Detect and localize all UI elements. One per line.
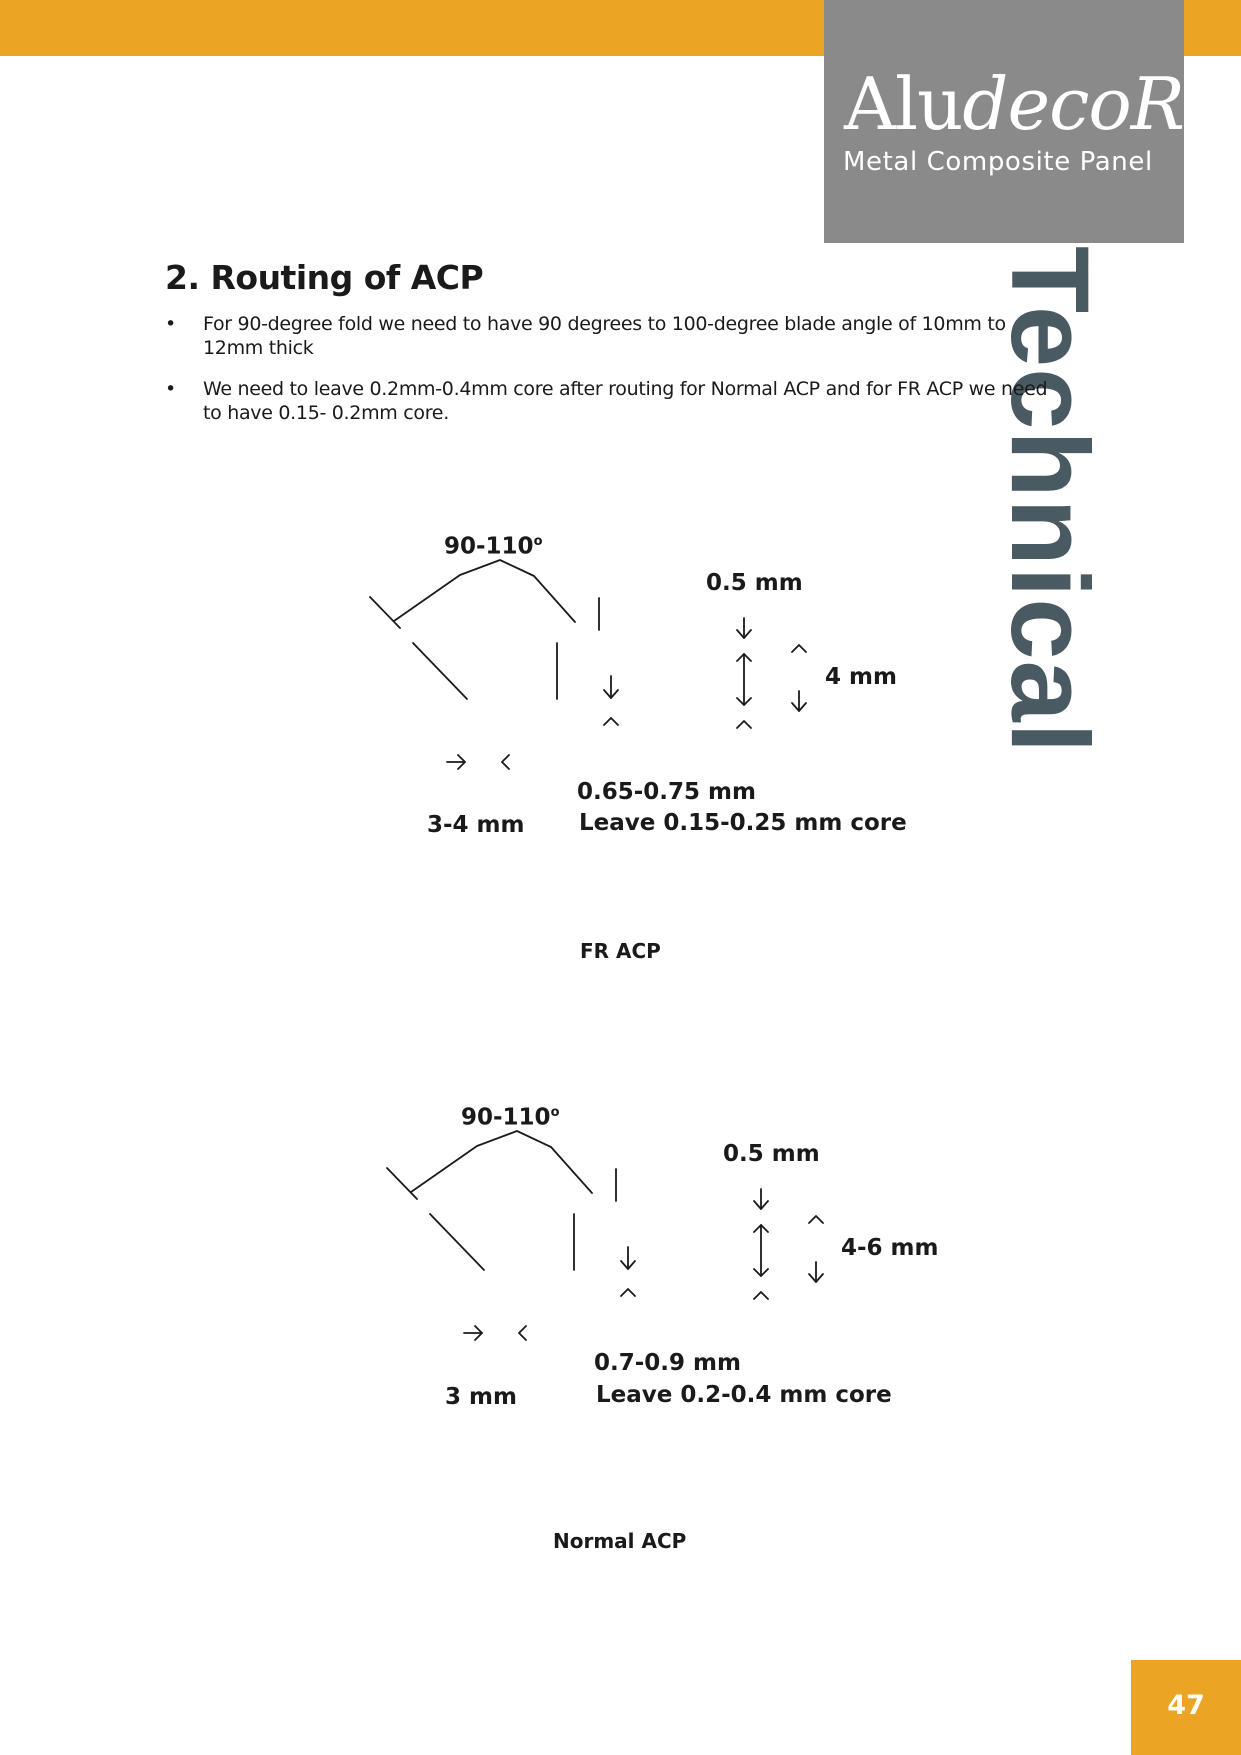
bullet-marker: •: [165, 313, 176, 335]
page-number-box: [1131, 1660, 1241, 1755]
bullet-item: • For 90-degree fold we need to have 90 degrees to 100-degree blade angle of 10mm to 12mm thick: [165, 313, 1006, 359]
fr-panel-thickness-label: 4 mm: [825, 664, 897, 690]
fr-groove-depth-label: 0.65-0.75 mm: [577, 779, 756, 805]
bullet-item: • We need to leave 0.2mm-0.4mm core after routing for Normal ACP and for FR ACP we need to have 0.15- 0.2mm core.: [165, 378, 1048, 424]
normal-acp-caption: Normal ACP: [553, 1529, 687, 1553]
fr-groove-width-label: 3-4 mm: [427, 812, 525, 838]
fr-core-note-label: Leave 0.15-0.25 mm core: [579, 810, 907, 836]
normal-groove-depth-label: 0.7-0.9 mm: [594, 1350, 741, 1376]
normal-angle-label: 90-110$^o$: [461, 1104, 560, 1131]
normal-panel-thickness-label: 4-6 mm: [841, 1235, 939, 1261]
normal-core-note-label: Leave 0.2-0.4 mm core: [596, 1382, 892, 1408]
brand-wordmark: AludecoR: [844, 62, 1184, 146]
fr-angle-label: 90-110$^o$: [444, 533, 543, 560]
page-number: 47: [1167, 1690, 1205, 1721]
bullet-marker: •: [165, 378, 176, 400]
fr-acp-caption: FR ACP: [580, 939, 661, 963]
page-heading: 2. Routing of ACP: [165, 258, 484, 297]
fr-top-thickness-label: 0.5 mm: [706, 570, 803, 596]
brand-subtitle: Metal Composite Panel: [843, 147, 1153, 177]
section-tab-title: Technical: [988, 246, 1111, 755]
normal-top-thickness-label: 0.5 mm: [723, 1141, 820, 1167]
normal-groove-width-label: 3 mm: [445, 1384, 517, 1410]
